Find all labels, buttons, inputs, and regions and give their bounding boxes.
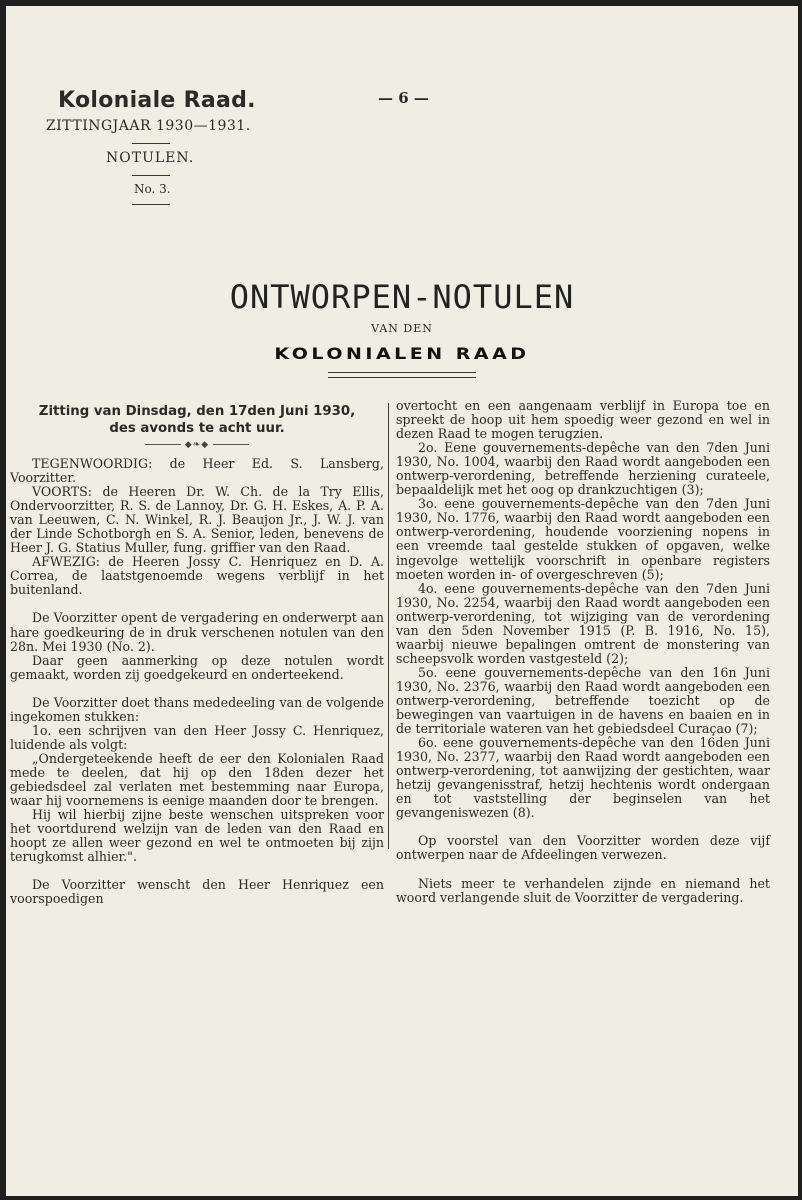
header-divider [132, 175, 170, 176]
sitting-time: des avonds te acht uur. [109, 421, 285, 436]
quoted-letter: Hij wil hierbij zijne beste wenschen uitspreken voor het voortdurend welzijn van de leden van den Raad en hoopt ze allen weer gezond en wel te ontmoeten bij zijn terugkomst alhier.". [10, 807, 384, 865]
paragraph: Op voorstel van den Voorzitter worden deze vijf ontwerpen naar de Afdeelingen verwezen. [396, 833, 770, 863]
list-item: 3o. eene gouvernements-depêche van den 7den Juni 1930, No. 1776, waarbij den Raad wordt aangeboden een ontwerp-verordening, houdende voorziening nopens in een vreemde taal gestelde stukken of opgaven, welke ingevolge wettelijk voorschrift in openbare registers moeten worden in- of overgeschreven (5); [396, 496, 770, 582]
paragraph: De Voorzitter wenscht den Heer Henriquez een voorspoedigen [10, 877, 384, 907]
absent-paragraph: AFWEZIG: de Heeren Jossy C. Henriquez en D. A. Correa, de laatstgenoemde wegens verblijf in het buitenland. [10, 554, 384, 598]
session-year: ZITTINGJAAR 1930—1931. [46, 118, 251, 134]
paragraph: overtocht en een aangenaam verblijf in Europa toe en spreekt de hoop uit hem spoedig weer gezond en wel in dezen Raad te mogen terugzien. [396, 398, 770, 442]
list-item: 6o. eene gouvernements-depêche van den 16den Juni 1930, No. 2377, waarbij den Raad wordt aangeboden een ontwerp-verordening, tot aanwijzing der gestichten, waar hetzij gevangenisstraf, hetzij hechtenis wordt ondergaan en tot vaststelling der beginselen van het gevangeniswezen (8). [396, 735, 770, 821]
ornament-divider [10, 439, 384, 451]
sitting-title: Zitting van Dinsdag, den 17den Juni 1930, [38, 404, 356, 419]
header-divider [132, 204, 170, 205]
doc-type: NOTULEN. [106, 150, 195, 166]
column-divider [388, 403, 389, 849]
paragraph: 1o. een schrijven van den Heer Jossy C. Henriquez, luidende als volgt: [10, 722, 384, 752]
title-van-den: VAN DEN [371, 322, 433, 335]
paragraph: Daar geen aanmerking op deze notulen wordt gemaakt, worden zij goedgekeurd en onderteekend. [10, 652, 384, 682]
paragraph: De Voorzitter doet thans mededeeling van de volgende ingekomen stukken: [10, 694, 384, 724]
council-title: KOLONIALEN RAAD [274, 344, 530, 364]
main-title: ONTWORPEN-NOTULEN [229, 278, 575, 316]
header-divider [132, 143, 170, 144]
further-paragraph: VOORTS: de Heeren Dr. W. Ch. de la Try Ellis, Ondervoorzitter, R. S. de Lannoy, Dr. G. H. Eskes, A. P. A. van Leeuwen, C. N. Winkel, R. J. Beaujon Jr., J. W. J. van der Linde Schotborgh en S. A. Senior, leden, benevens de Heer J. G. Statius Muller, fung. griffier van den Raad. [10, 484, 384, 556]
list-item: 2o. Eene gouvernements-depêche van den 7den Juni 1930, No. 1004, waarbij den Raad wordt aangeboden een ontwerp-verordening, betreffende herziening curateele, bepaaldelijk met het oog op drankzuchtigen (3); [396, 440, 770, 498]
right-column [396, 399, 770, 905]
ornament-glyph: ◆❧◆ [184, 440, 210, 450]
list-item: 5o. eene gouvernements-depêche van den 16n Juni 1930, No. 2376, waarbij den Raad wordt aangeboden een ontwerp-verordening, betreffende toezicht op de bewegingen van vaartuigen in de havens en baaien en in de territoriale wateren van het gebiedsdeel Curaçao (7); [396, 664, 770, 737]
title-double-rule [328, 372, 476, 373]
present-paragraph: TEGENWOORDIG: de Heer Ed. S. Lansberg, Voorzitter. [10, 456, 384, 486]
quoted-letter: „Ondergeteekende heeft de eer den Kolonialen Raad mede te deelen, dat hij op den 18den dezer het gebiedsdeel zal verlaten met bestemming naar Europa, waar hij voornemens is eenige maanden door te brengen. [10, 750, 384, 809]
doc-number: No. 3. [134, 182, 171, 196]
left-column [10, 399, 384, 906]
paragraph: De Voorzitter opent de vergadering en onderwerpt aan hare goedkeuring de in druk verschenen notulen van den 28n. Mei 1930 (No. 2). [10, 610, 384, 654]
document-page [6, 6, 798, 1196]
list-item: 4o. eene gouvernements-depêche van den 7den Juni 1930, No. 2254, waarbij den Raad wordt aangeboden een ontwerp-verordening, tot wijziging van de verordening van den 5den November 1915 (P. B. 1916, No. 15), waarbij nieuwe bepalingen omtrent de monstering van scheepsvolk worden vastgesteld (2); [396, 580, 770, 666]
title-double-rule [328, 377, 476, 378]
closing-paragraph: Niets meer te verhandelen zijnde en niemand het woord verlangende sluit de Voorzitter de vergadering. [396, 875, 770, 905]
org-name: Koloniale Raad. [58, 88, 256, 113]
page-number: — 6 — [378, 89, 429, 107]
